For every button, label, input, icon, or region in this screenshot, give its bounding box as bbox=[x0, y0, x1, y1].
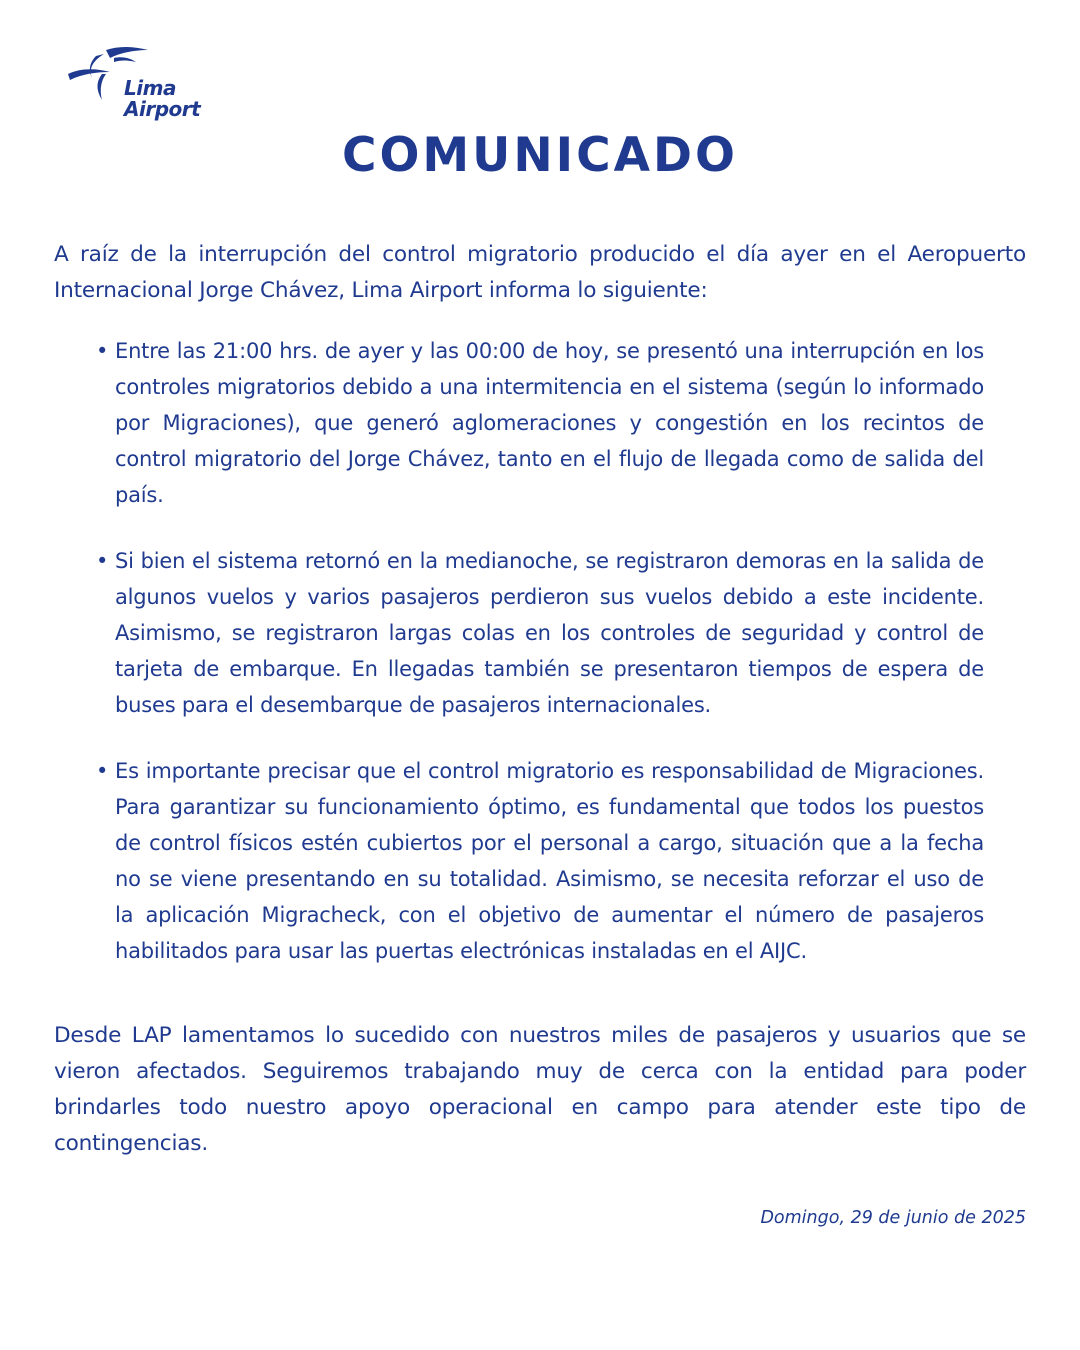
bullet-text-3: Es importante precisar que el control migratorio es responsabilidad de Migraciones. Para garantizar su funcionamiento óptimo, es fundamental que todos los puestos de control físicos estén cubiertos por el personal a cargo, situación que a la fecha no se viene presentando en su totalidad. Asimismo, se necesita reforzar el uso de la aplicación Migracheck, con el objetivo de aumentar el número de pasajeros habilitados para usar las puertas electrónicas instaladas en el AIJC. bbox=[115, 759, 984, 963]
logo-wordmark bbox=[124, 78, 200, 120]
bullet-dot: • bbox=[96, 339, 109, 363]
date-line: Domingo, 29 de junio de 2025 bbox=[760, 1208, 1026, 1228]
bullet-text-2: Si bien el sistema retornó en la medianoche, se registraron demoras en la salida de algunos vuelos y varios pasajeros perdieron sus vuelos debido a este incidente. Asimismo, se registraron largas colas en los controles de seguridad y control de tarjeta de embarque. En llegadas también se presentaron tiempos de espera de buses para el desembarque de pasajeros internacionales. bbox=[115, 549, 984, 717]
bullet-list bbox=[96, 333, 984, 969]
logo-line-airport: Airport bbox=[124, 97, 201, 121]
bullet-dot: • bbox=[96, 549, 109, 573]
bullet-item-2 bbox=[96, 543, 984, 723]
lima-airport-logo bbox=[66, 44, 206, 130]
bullet-dot: • bbox=[96, 759, 109, 783]
bullet-item-3 bbox=[96, 753, 984, 969]
page-title: COMUNICADO bbox=[341, 128, 739, 183]
bullet-text-1: Entre las 21:00 hrs. de ayer y las 00:00 de hoy, se presentó una interrupción en los controles migratorios debido a una intermitencia en el sistema (según lo informado por Migraciones), que generó aglomeraciones y congestión en los recintos de control migratorio del Jorge Chávez, tanto en el flujo de llegada como de salida del país. bbox=[115, 339, 984, 507]
intro-paragraph: A raíz de la interrupción del control migratorio producido el día ayer en el Aeropuerto Internacional Jorge Chávez, Lima Airport informa lo siguiente: bbox=[54, 242, 1026, 303]
logo-line-lima: Lima bbox=[124, 76, 176, 100]
closing-paragraph: Desde LAP lamentamos lo sucedido con nuestros miles de pasajeros y usuarios que se vieron afectados. Seguiremos trabajando muy de cerca con la entidad para poder brindarles todo nuestro apoyo operacional en campo para atender este tipo de contingencias. bbox=[54, 1023, 1026, 1156]
bullet-item-1 bbox=[96, 333, 984, 513]
